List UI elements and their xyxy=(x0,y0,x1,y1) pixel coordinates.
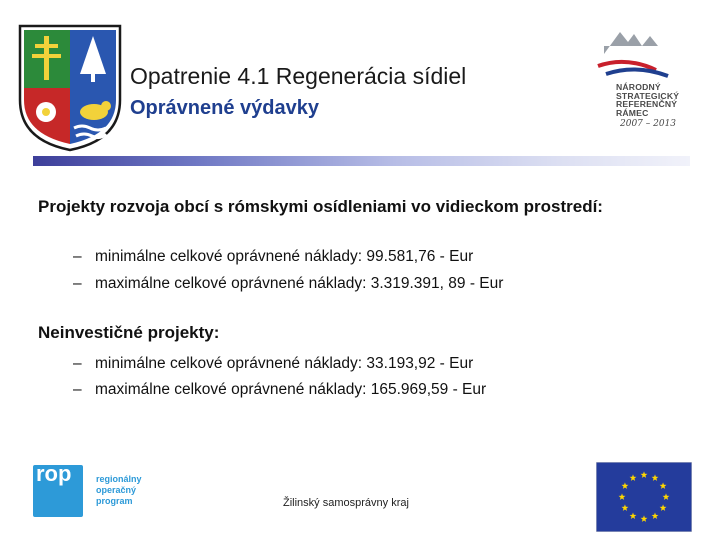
eu-flag-logo xyxy=(596,462,692,532)
rop-logo-word: rop xyxy=(36,461,72,486)
nsrr-line: STRATEGICKÝ xyxy=(616,90,680,101)
nsrr-logo-text xyxy=(616,83,706,117)
rop-line: regionálny xyxy=(96,474,142,484)
footer-text: Žilinský samosprávny kraj xyxy=(283,497,409,509)
title-divider xyxy=(33,156,690,166)
section-heading: Neinvestičné projekty: xyxy=(38,323,220,342)
bullet-item xyxy=(73,248,473,266)
bullet-item xyxy=(73,275,503,293)
bullet-item xyxy=(73,355,473,373)
region-coat-of-arms-logo xyxy=(16,22,124,152)
page-title: Opatrenie 4.1 Regenerácia sídiel xyxy=(130,63,467,89)
bullet-item xyxy=(73,381,486,399)
bullet-dash: – xyxy=(73,248,82,265)
page-subtitle: Oprávnené výdavky xyxy=(130,97,319,119)
rop-logo-text xyxy=(96,474,142,507)
bullet-text: maximálne celkové oprávnené náklady: 3.319.391, 89 - Eur xyxy=(95,275,504,292)
bullet-dash: – xyxy=(73,381,82,398)
rop-line: operačný xyxy=(96,485,137,495)
nsrr-line: NÁRODNÝ xyxy=(616,82,661,92)
bullet-dash: – xyxy=(73,355,82,372)
nsrr-line: REFERENČNÝ xyxy=(616,99,678,110)
bullet-text: maximálne celkové oprávnené náklady: 165.969,59 - Eur xyxy=(95,381,487,398)
nsrr-years: 2007 – 2013 xyxy=(620,119,677,129)
bullet-text: minimálne celkové oprávnené náklady: 99.581,76 - Eur xyxy=(95,248,474,265)
nsrr-line: RÁMEC xyxy=(616,107,649,118)
rop-line: program xyxy=(96,496,133,506)
section-heading: Projekty rozvoja obcí s rómskymi osídleniami vo vidieckom prostredí: xyxy=(38,197,603,216)
bullet-dash: – xyxy=(73,275,82,292)
bullet-text: minimálne celkové oprávnené náklady: 33.193,92 - Eur xyxy=(95,355,474,372)
